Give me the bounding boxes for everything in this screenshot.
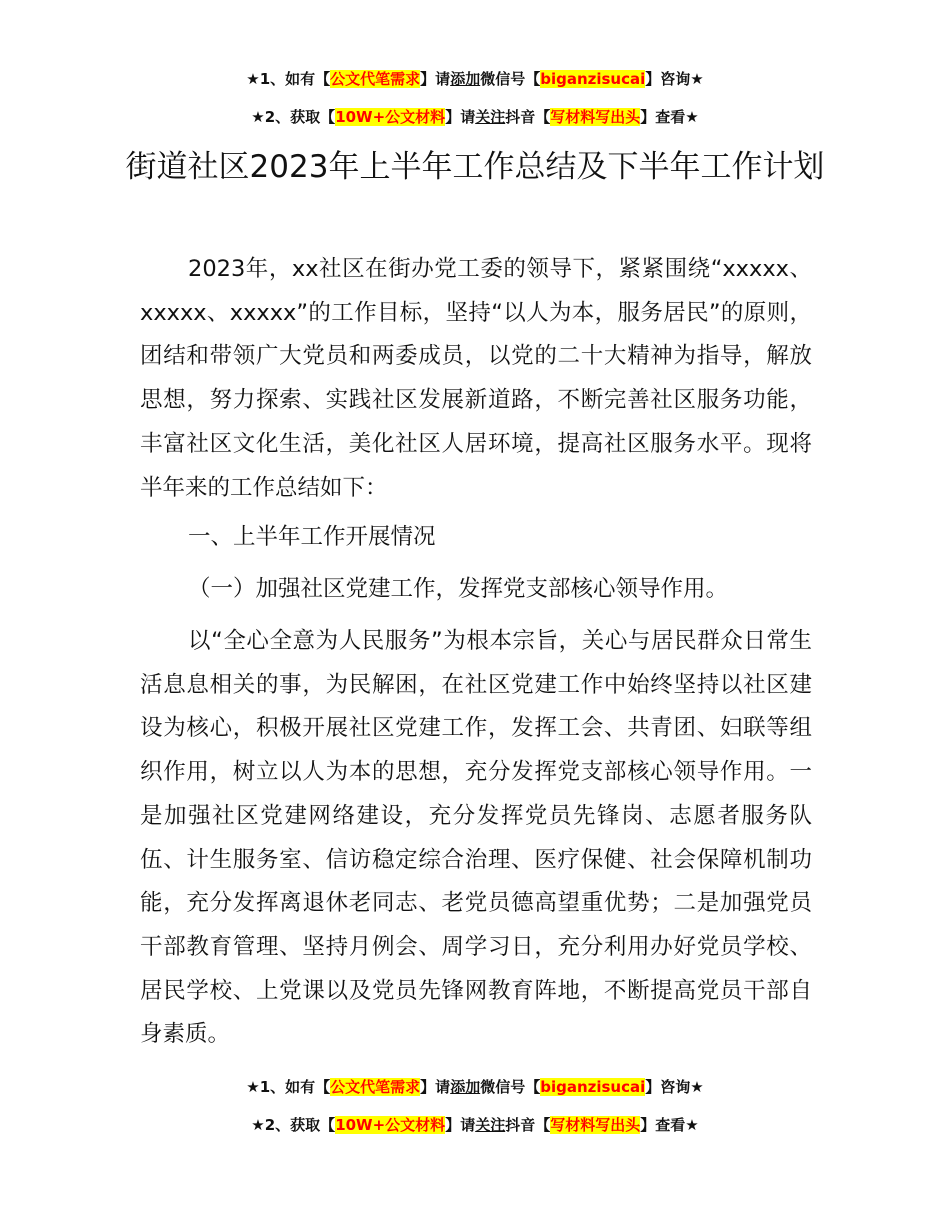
promo-text: 抖音【: [505, 108, 551, 126]
promo-line-top-2: [0, 107, 950, 127]
promo-text: ★2、获取【: [251, 1116, 336, 1134]
promo-text: 】咨询★: [645, 1078, 704, 1096]
subsection-heading: （一）加强社区党建工作，发挥党支部核心领导作用。: [188, 576, 729, 602]
subsection-heading-block: [140, 568, 812, 612]
promo-line-bottom-1: [0, 1077, 950, 1097]
promo-highlight: 写材料写出头: [550, 1116, 641, 1134]
section-heading: 一、上半年工作开展情况: [188, 524, 436, 550]
promo-text: ★1、如有【: [246, 1078, 331, 1096]
promo-line-bottom-2: [0, 1115, 950, 1135]
promo-highlight: biganzisucai: [540, 1078, 646, 1096]
promo-text: 微信号【: [480, 70, 541, 88]
promo-underlined-text: 添加: [450, 70, 481, 88]
promo-text: 抖音【: [505, 1116, 551, 1134]
promo-text: ★1、如有【: [246, 70, 331, 88]
intro-paragraph-block: [140, 248, 812, 510]
promo-text: 】请: [420, 1078, 451, 1096]
promo-text: ★2、获取【: [251, 108, 336, 126]
promo-text: 】请: [420, 70, 451, 88]
promo-highlight: 10W+公文材料: [335, 108, 446, 126]
promo-highlight: 公文代笔需求: [330, 70, 421, 88]
promo-underlined-text: 添加: [450, 1078, 481, 1096]
promo-text: 】查看★: [640, 1116, 699, 1134]
document-title: 街道社区2023年上半年工作总结及下半年工作计划: [125, 149, 825, 185]
promo-text: 】查看★: [640, 108, 699, 126]
body-paragraph: 以“全心全意为人民服务”为根本宗旨，关心与居民群众日常生活息息相关的事，为民解困，在社区党建工作中始终坚持以社区建设为核心，积极开展社区党建工作，发挥工会、共青团、妇联等组织作用，树立以人为本的思想，充分发挥党支部核心领导作用。一是加强社区党建网络建设，充分发挥党员先锋岗、志愿者服务队伍、计生服务室、信访稳定综合治理、医疗保健、社会保障机制功能，充分发挥离退休老同志、老党员德高望重优势；二是加强党员干部教育管理、坚持月例会、周学习日，充分利用办好党员学校、居民学校、上党课以及党员先锋网教育阵地，不断提高党员干部自身素质。: [140, 628, 812, 1048]
promo-highlight: 写材料写出头: [550, 108, 641, 126]
promo-text: 】请: [445, 108, 476, 126]
section-heading-block: [140, 516, 812, 560]
promo-highlight: 10W+公文材料: [335, 1116, 446, 1134]
promo-highlight: 公文代笔需求: [330, 1078, 421, 1096]
body-paragraph-block: [140, 620, 812, 1057]
promo-text: 】请: [445, 1116, 476, 1134]
intro-paragraph: 2023年，xx社区在街办党工委的领导下，紧紧围绕“xxxxx、xxxxx、xxxxx”的工作目标，坚持“以人为本，服务居民”的原则，团结和带领广大党员和两委成员，以党的二十大精神为指导，解放思想，努力探索、实践社区发展新道路，不断完善社区服务功能，丰富社区文化生活，美化社区人居环境，提高社区服务水平。现将半年来的工作总结如下：: [140, 256, 812, 501]
promo-underlined-text: 关注: [475, 108, 506, 126]
promo-text: 微信号【: [480, 1078, 541, 1096]
promo-text: 】咨询★: [645, 70, 704, 88]
promo-highlight: biganzisucai: [540, 70, 646, 88]
promo-line-top-1: [0, 69, 950, 89]
promo-underlined-text: 关注: [475, 1116, 506, 1134]
